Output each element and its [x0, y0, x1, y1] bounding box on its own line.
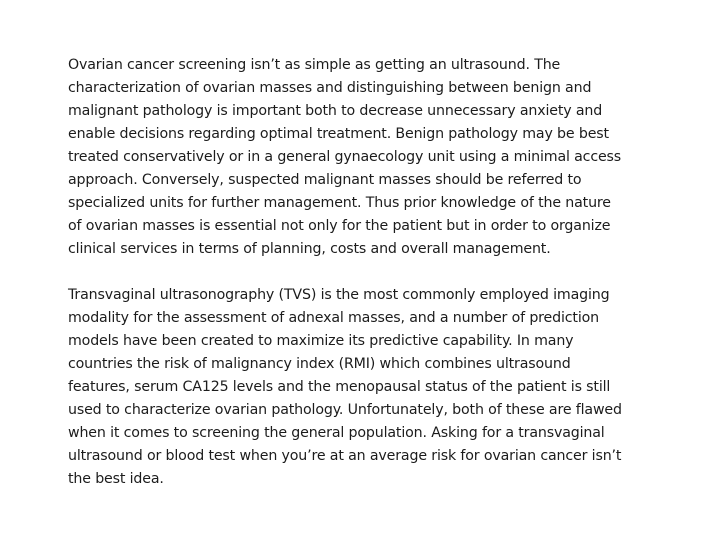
text-line: the best idea. — [68, 471, 164, 487]
document-body — [68, 54, 678, 491]
text-line: malignant pathology is important both to decrease unnecessary anxiety and — [68, 103, 603, 119]
text-line: ultrasound or blood test when you’re at an average risk for ovarian cancer isn’t — [68, 448, 622, 464]
text-line: approach. Conversely, suspected malignant masses should be referred to — [68, 172, 582, 188]
text-line: used to characterize ovarian pathology. Unfortunately, both of these are flawed — [68, 402, 622, 418]
paragraph-tvs-screening — [68, 284, 678, 491]
text-line: treated conservatively or in a general gynaecology unit using a minimal access — [68, 149, 622, 165]
text-line: characterization of ovarian masses and distinguishing between benign and — [68, 80, 592, 96]
text-line: models have been created to maximize its predictive capability. In many — [68, 333, 574, 349]
paragraph-screening-intro — [68, 54, 678, 261]
text-line: of ovarian masses is essential not only for the patient but in order to organize — [68, 218, 611, 234]
text-line: enable decisions regarding optimal treatment. Benign pathology may be best — [68, 126, 609, 142]
text-line: specialized units for further management. Thus prior knowledge of the nature — [68, 195, 611, 211]
text-line: countries the risk of malignancy index (RMI) which combines ultrasound — [68, 356, 571, 372]
text-line: clinical services in terms of planning, costs and overall management. — [68, 241, 551, 257]
text-line: when it comes to screening the general population. Asking for a transvaginal — [68, 425, 605, 441]
text-line: modality for the assessment of adnexal masses, and a number of prediction — [68, 310, 600, 326]
text-line: Transvaginal ultrasonography (TVS) is the most commonly employed imaging — [68, 287, 610, 303]
text-line: Ovarian cancer screening isn’t as simple as getting an ultrasound. The — [68, 57, 561, 73]
text-line: features, serum CA125 levels and the menopausal status of the patient is still — [68, 379, 611, 395]
